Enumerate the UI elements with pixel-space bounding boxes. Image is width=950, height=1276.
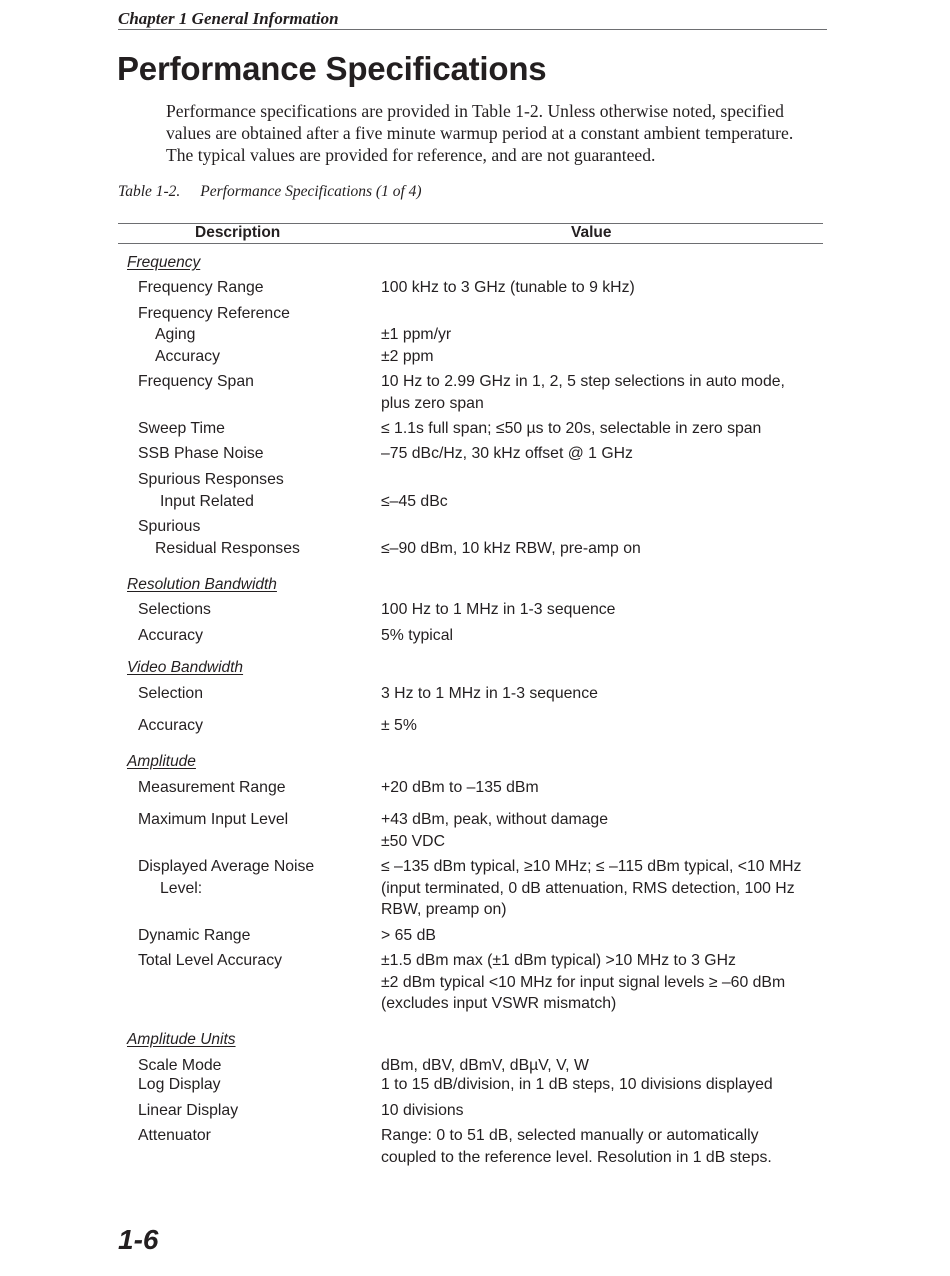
intro-paragraph xyxy=(166,101,826,166)
row-label: Residual Responses xyxy=(155,540,300,557)
row-label: Accuracy xyxy=(138,627,203,644)
chapter-header: Chapter 1 General Information xyxy=(118,9,339,28)
row-label: SSB Phase Noise xyxy=(138,445,264,462)
row-value xyxy=(381,950,785,1015)
page-title: Performance Specifications xyxy=(117,50,547,87)
row-label: Selection xyxy=(138,685,203,702)
intro-line: Performance specifications are provided in Table 1-2. Unless otherwise noted, specified xyxy=(166,101,784,121)
row-label: Attenuator xyxy=(138,1127,211,1144)
section-resolution-bandwidth: Resolution Bandwidth xyxy=(127,576,277,593)
value-line: plus zero span xyxy=(381,394,484,412)
value-line: ±50 VDC xyxy=(381,832,445,850)
table-header-rule xyxy=(118,243,823,244)
row-label: Frequency Reference xyxy=(138,305,290,322)
value-line: ±2 dBm typical <10 MHz for input signal levels ≥ –60 dBm xyxy=(381,973,786,991)
row-value: > 65 dB xyxy=(381,927,436,944)
intro-line: The typical values are provided for reference, and are not guaranteed. xyxy=(166,144,656,165)
row-label: Frequency Span xyxy=(138,373,254,390)
row-label: Log Display xyxy=(138,1076,221,1093)
row-label: Total Level Accuracy xyxy=(138,952,282,969)
row-label: Spurious Responses xyxy=(138,471,284,488)
page-number: 1-6 xyxy=(118,1224,159,1255)
row-label: Spurious xyxy=(138,518,201,535)
value-line: +43 dBm, peak, without damage xyxy=(381,811,609,828)
table-caption-text: Performance Specifications (1 of 4) xyxy=(200,183,422,200)
table-caption xyxy=(118,183,422,201)
row-label: Input Related xyxy=(160,493,254,510)
row-value: ±2 ppm xyxy=(381,348,434,365)
section-amplitude-units: Amplitude Units xyxy=(127,1031,236,1048)
row-label: Scale Mode xyxy=(138,1057,222,1074)
value-line: (excludes input VSWR mismatch) xyxy=(381,995,617,1013)
row-label: Accuracy xyxy=(138,717,203,734)
section-frequency: Frequency xyxy=(127,254,201,271)
row-label: Maximum Input Level xyxy=(138,811,289,828)
row-label: Displayed Average Noise xyxy=(138,858,315,875)
row-value: –75 dBc/Hz, 30 kHz offset @ 1 GHz xyxy=(381,445,633,462)
row-value: dBm, dBV, dBmV, dBµV, V, W xyxy=(381,1057,589,1074)
row-value: 100 Hz to 1 MHz in 1-3 sequence xyxy=(381,601,616,618)
row-value: ≤ 1.1s full span; ≤50 µs to 20s, selectable in zero span xyxy=(381,420,762,437)
section-amplitude: Amplitude xyxy=(127,753,196,770)
row-label: Sweep Time xyxy=(138,420,225,437)
row-value: 10 divisions xyxy=(381,1102,464,1119)
column-header-description: Description xyxy=(195,224,281,241)
row-value: 100 kHz to 3 GHz (tunable to 9 kHz) xyxy=(381,279,635,296)
row-value: +20 dBm to –135 dBm xyxy=(381,779,539,796)
row-value xyxy=(381,1125,772,1168)
row-value xyxy=(381,809,608,852)
header-rule xyxy=(118,29,827,30)
value-line: ≤ –135 dBm typical, ≥10 MHz; ≤ –115 dBm typical, <10 MHz xyxy=(381,858,802,875)
row-value xyxy=(381,856,801,921)
row-value: ±1 ppm/yr xyxy=(381,326,452,343)
column-header-value: Value xyxy=(571,224,612,241)
section-video-bandwidth: Video Bandwidth xyxy=(127,659,244,676)
row-value xyxy=(381,371,785,414)
row-value: ≤–90 dBm, 10 kHz RBW, pre-amp on xyxy=(381,540,641,557)
value-line: ±1.5 dBm max (±1 dBm typical) >10 MHz to 3 GHz xyxy=(381,952,736,969)
row-label: Accuracy xyxy=(155,348,220,365)
row-value: 5% typical xyxy=(381,627,453,644)
row-label: Selections xyxy=(138,601,211,618)
intro-line: values are obtained after a five minute warmup period at a constant ambient temperature. xyxy=(166,122,794,143)
row-label: Measurement Range xyxy=(138,779,286,796)
row-value: 3 Hz to 1 MHz in 1-3 sequence xyxy=(381,685,598,702)
row-label: Aging xyxy=(155,326,196,343)
value-line: 10 Hz to 2.99 GHz in 1, 2, 5 step selections in auto mode, xyxy=(381,373,785,390)
row-label: Frequency Range xyxy=(138,279,264,296)
row-value: ± 5% xyxy=(381,717,417,734)
row-label: Dynamic Range xyxy=(138,927,251,944)
row-label: Linear Display xyxy=(138,1102,239,1119)
table-number: Table 1-2. xyxy=(118,183,181,200)
value-line: (input terminated, 0 dB attenuation, RMS detection, 100 Hz xyxy=(381,879,795,897)
value-line: RBW, preamp on) xyxy=(381,901,507,919)
value-line: Range: 0 to 51 dB, selected manually or automatically xyxy=(381,1127,759,1144)
value-line: coupled to the reference level. Resolution in 1 dB steps. xyxy=(381,1148,772,1166)
row-value: ≤–45 dBc xyxy=(381,493,448,510)
row-label: Level: xyxy=(160,880,203,897)
row-value: 1 to 15 dB/division, in 1 dB steps, 10 divisions displayed xyxy=(381,1076,773,1093)
